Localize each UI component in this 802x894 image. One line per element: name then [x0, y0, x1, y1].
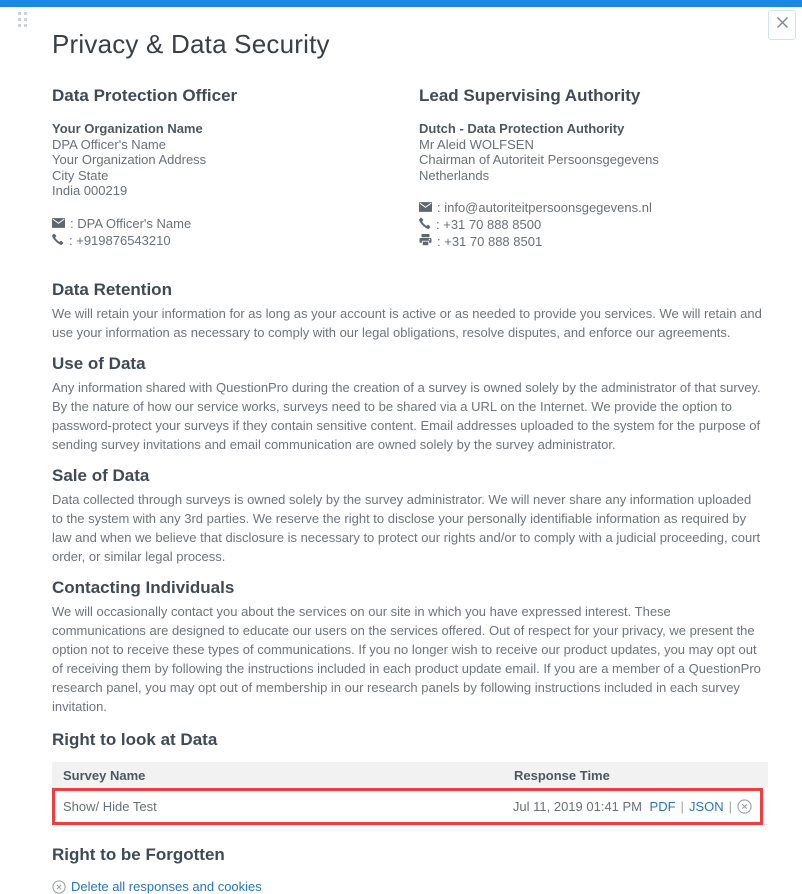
table-header-row	[52, 762, 768, 788]
phone-icon	[52, 232, 64, 249]
delete-all-responses-link[interactable]	[52, 879, 262, 894]
section-data-retention	[52, 280, 762, 342]
section-heading: Contacting Individuals	[52, 578, 235, 597]
section-contacting-individuals	[52, 578, 762, 716]
section-heading: Data Retention	[52, 280, 172, 299]
table-row	[52, 788, 768, 825]
delete-response-icon[interactable]	[737, 799, 752, 814]
lsa-phone-value: : +31 70 888 8500	[436, 217, 542, 232]
delete-all-label: Delete all responses and cookies	[71, 879, 262, 894]
dpo-heading: Data Protection Officer	[52, 86, 238, 105]
pdf-download-link[interactable]: PDF	[649, 798, 676, 814]
dpo-email-value: : DPA Officer's Name	[70, 215, 192, 231]
section-heading: Sale of Data	[52, 466, 150, 485]
separator: |	[728, 798, 732, 814]
column-header-response-time: Response Time	[514, 767, 610, 783]
data-protection-officer-section	[52, 86, 419, 250]
lsa-heading: Lead Supervising Authority	[419, 86, 641, 105]
phone-icon	[419, 216, 431, 233]
policy-sections	[52, 280, 762, 716]
column-header-survey-name: Survey Name	[63, 767, 146, 783]
page-title: Privacy & Data Security	[52, 29, 330, 59]
section-use-of-data	[52, 354, 762, 454]
dpo-phone-value: : +919876543210	[69, 232, 171, 248]
section-body: We will retain your information for as long as your account is active or as needed to provide you services. We will retain and use your information as necessary to comply with our legal obligations, resolve disputes, and enforce our agreements.	[52, 306, 762, 340]
row-actions	[650, 799, 768, 814]
separator: |	[680, 798, 684, 814]
delete-all-icon	[52, 880, 66, 894]
section-sale-of-data	[52, 466, 762, 566]
section-heading: Use of Data	[52, 354, 146, 373]
right-to-look-heading: Right to look at Data	[52, 730, 218, 749]
dpo-country-zip: India 000219	[52, 183, 128, 198]
modal-top-accent-bar	[0, 0, 802, 7]
lsa-country: Netherlands	[419, 167, 490, 183]
section-body: Any information shared with QuestionPro during the creation of a survey is owned solely by the administrator of that survey. By the nature of how our service works, surveys need to be shared via a URL on the Internet. We provide the option to password-protect your surveys if they contain sensitive content. Email addresses uploaded to the system for the purpose of sending survey invitations and email communication are owned solely by the survey administrator.	[52, 380, 761, 452]
dpo-address: Your Organization Address	[52, 152, 207, 167]
dpo-city-state: City State	[52, 167, 109, 183]
section-body: We will occasionally contact you about the services on our site in which you have expressed interest. These communications are designed to educate our users on the services offered. Out of respect for your privacy, we present the option not to receive these types of communications. If you no longer wish to receive our product updates, you may opt out of receiving them by following the instructions included in each product update email. If you are a member of a QuestionPro research panel, you may opt out of membership in our research panels by following instructions included in each survey invitation.	[52, 604, 761, 714]
contacts-columns	[52, 86, 762, 250]
lsa-fax-value: : +31 70 888 8501	[437, 234, 543, 249]
json-download-link[interactable]: JSON	[688, 798, 724, 814]
survey-name-cell: Show/ Hide Test	[63, 798, 157, 814]
lsa-contact-person: Mr Aleid WOLFSEN	[419, 136, 534, 152]
lsa-authority-name: Dutch - Data Protection Authority	[419, 121, 625, 136]
right-to-forget-heading: Right to be Forgotten	[52, 845, 225, 864]
close-icon	[775, 15, 790, 35]
lsa-contact-title: Chairman of Autoriteit Persoonsgegevens	[419, 152, 659, 167]
dpo-org-name: Your Organization Name	[52, 121, 203, 136]
fax-icon	[419, 233, 432, 250]
email-icon	[419, 199, 432, 216]
close-button[interactable]	[768, 10, 796, 40]
drag-handle-icon[interactable]	[18, 12, 27, 27]
survey-responses-table	[52, 762, 768, 825]
section-body: Data collected through surveys is owned solely by the survey administrator. We will never share any information uploaded to the system with any 3rd parties. We reserve the right to disclose your personally identifiable information as required by law and when we believe that disclosure is necessary to protect our rights and/or to comply with a judicial proceeding, court order, or similar legal process.	[52, 492, 761, 564]
email-icon	[52, 215, 65, 232]
section-right-to-look-at-data	[52, 730, 762, 750]
lsa-email-value: : info@autoriteitpersoonsgegevens.nl	[437, 200, 652, 215]
response-time-cell: Jul 11, 2019 01:41 PM	[512, 798, 643, 814]
section-right-to-be-forgotten	[52, 845, 762, 894]
lead-supervising-authority-section	[419, 86, 762, 250]
dpo-officer-name: DPA Officer's Name	[52, 136, 166, 152]
